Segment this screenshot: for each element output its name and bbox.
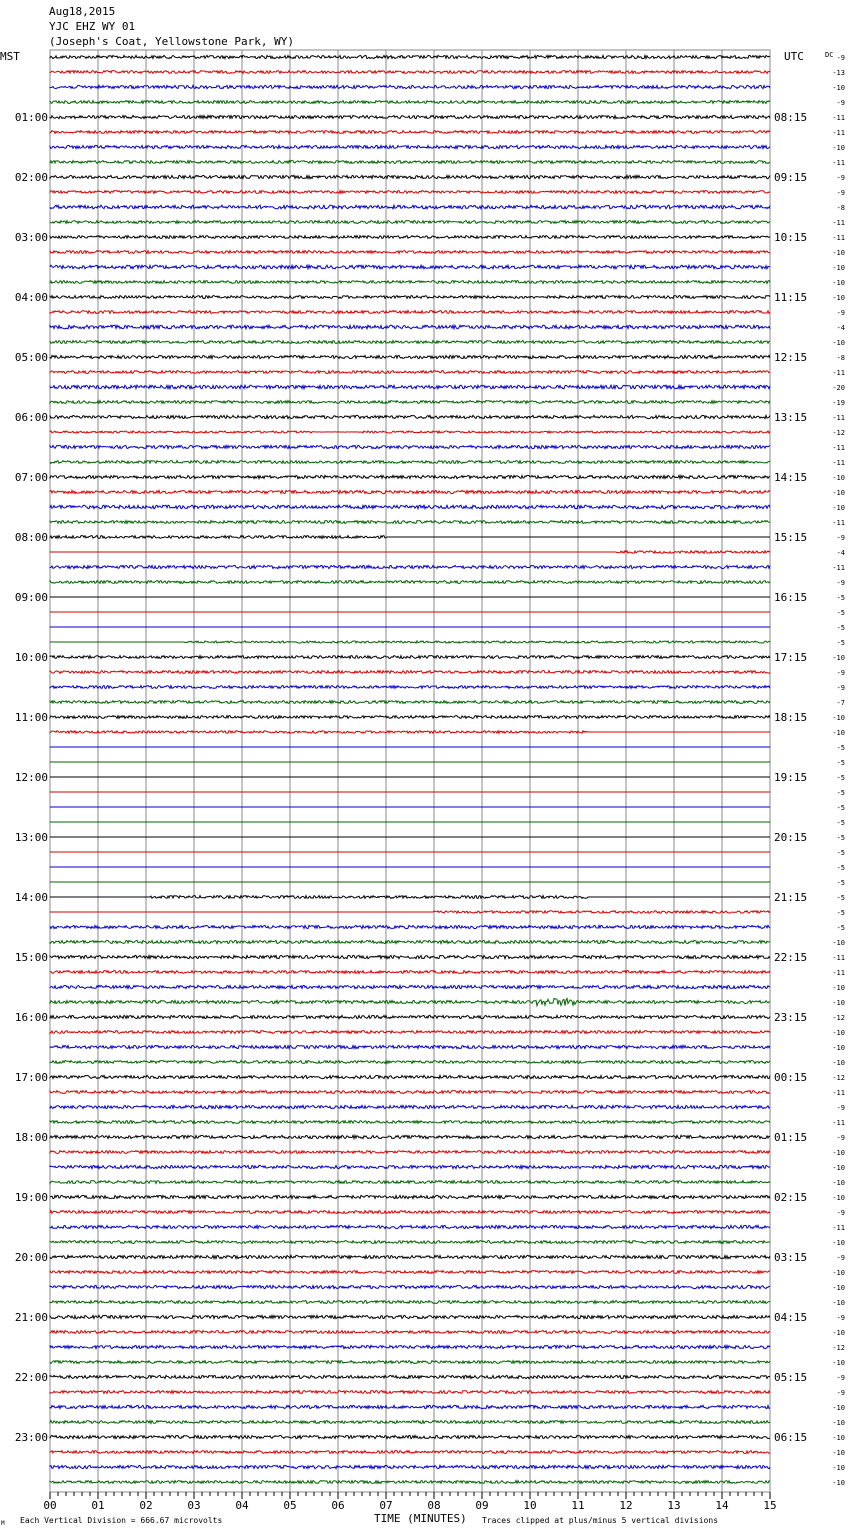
dc-offset-label: -5 xyxy=(836,834,845,842)
trace-row xyxy=(50,1391,770,1394)
trace-row xyxy=(50,251,770,254)
left-hour-label: 20:00 xyxy=(14,1251,48,1264)
x-tick-label: 10 xyxy=(523,1499,537,1512)
trace-row xyxy=(50,221,770,224)
x-tick-label: 05 xyxy=(283,1499,297,1512)
x-tick-label: 08 xyxy=(427,1499,441,1512)
trace-row xyxy=(50,1225,770,1228)
station-name: YJC EHZ WY 01 xyxy=(49,20,136,33)
trace-row xyxy=(50,401,770,404)
right-hour-label: 17:15 xyxy=(774,651,808,664)
dc-offset-label: -9 xyxy=(836,1134,845,1142)
dc-offset-label: -10 xyxy=(832,1149,845,1157)
left-hour-label: 02:00 xyxy=(14,171,48,184)
dc-offset-label: -9 xyxy=(836,1389,845,1397)
dc-offset-label: -11 xyxy=(832,444,845,452)
trace-row xyxy=(50,1165,770,1168)
x-tick-label: 14 xyxy=(715,1499,729,1512)
dc-offset-label: -11 xyxy=(832,414,845,422)
trace-row xyxy=(50,325,770,329)
x-tick-label: 15 xyxy=(763,1499,777,1512)
chart-date: Aug18,2015 xyxy=(49,5,116,18)
trace-row xyxy=(50,1135,770,1138)
trace-group xyxy=(50,55,770,1483)
dc-offset-label: -5 xyxy=(836,744,845,752)
dc-label: DC xyxy=(825,51,834,59)
dc-offset-label: -9 xyxy=(836,1374,845,1382)
trace-row xyxy=(50,701,770,704)
left-hour-label: 13:00 xyxy=(14,831,48,844)
left-hour-label: 18:00 xyxy=(14,1131,48,1144)
dc-offset-label: -20 xyxy=(832,384,845,392)
right-hour-label: 00:15 xyxy=(774,1071,808,1084)
x-axis-title: TIME (MINUTES) xyxy=(374,1512,467,1525)
right-hour-label: 08:15 xyxy=(774,111,808,124)
dc-offset-label: -10 xyxy=(832,1479,845,1487)
trace-row xyxy=(50,1271,770,1274)
dc-offset-label: -10 xyxy=(832,1359,845,1367)
trace-row xyxy=(50,1375,770,1378)
trace-row xyxy=(50,1481,770,1484)
trace-row xyxy=(50,161,770,164)
trace-row xyxy=(50,311,770,314)
dc-offset-label: -10 xyxy=(832,1464,845,1472)
dc-offset-label: -9 xyxy=(836,684,845,692)
vertical-scale-note: Each Vertical Division = 666.67 microvolts xyxy=(20,1516,223,1525)
left-hour-label: 05:00 xyxy=(14,351,48,364)
dc-offset-label: -9 xyxy=(836,534,845,542)
dc-offset-label: -5 xyxy=(836,609,845,617)
dc-offset-label: -5 xyxy=(836,849,845,857)
dc-offset-label: -10 xyxy=(832,1434,845,1442)
trace-row xyxy=(50,1301,770,1304)
dc-offset-label: -5 xyxy=(836,879,845,887)
x-tick-label: 00 xyxy=(43,1499,57,1512)
right-hour-label: 09:15 xyxy=(774,171,808,184)
dc-offset-label: -5 xyxy=(836,759,845,767)
trace-row xyxy=(50,671,770,674)
dc-offset-label: -9 xyxy=(836,669,845,677)
dc-offset-label: -10 xyxy=(832,984,845,992)
trace-row xyxy=(50,236,770,239)
dc-offset-label: -11 xyxy=(832,459,845,467)
dc-offset-label: -5 xyxy=(836,924,845,932)
dc-offset-label: -11 xyxy=(832,129,845,137)
trace-row xyxy=(50,385,770,389)
trace-row xyxy=(50,85,770,88)
dc-offset-label: -11 xyxy=(832,1119,845,1127)
dc-offset-label: -11 xyxy=(832,1089,845,1097)
x-tick-label: 04 xyxy=(235,1499,249,1512)
x-tick-label: 03 xyxy=(187,1499,201,1512)
trace-row xyxy=(50,1061,770,1064)
dc-offset-label: -11 xyxy=(832,234,845,242)
right-hour-label: 16:15 xyxy=(774,591,808,604)
dc-offset-label: -10 xyxy=(832,1299,845,1307)
dc-offset-label: -9 xyxy=(836,99,845,107)
trace-row xyxy=(50,1465,770,1468)
dc-offset-label: -10 xyxy=(832,1179,845,1187)
trace-row xyxy=(50,1105,770,1108)
trace-row xyxy=(50,1331,770,1334)
trace-row xyxy=(50,971,770,974)
dc-offset-label: -5 xyxy=(836,789,845,797)
trace-row xyxy=(50,955,770,958)
right-hour-label: 14:15 xyxy=(774,471,808,484)
x-tick-label: 12 xyxy=(619,1499,633,1512)
trace-row xyxy=(50,1345,770,1348)
trace-row xyxy=(50,415,770,418)
right-timezone-label: UTC xyxy=(784,50,804,63)
dc-offset-label: -10 xyxy=(832,249,845,257)
dc-offset-label: -8 xyxy=(836,354,845,362)
left-hour-label: 16:00 xyxy=(14,1011,48,1024)
dc-offset-label: -10 xyxy=(832,939,845,947)
dc-offset-label: -19 xyxy=(832,399,845,407)
right-hour-label: 11:15 xyxy=(774,291,808,304)
dc-offset-label: -10 xyxy=(832,264,845,272)
trace-row xyxy=(50,565,770,568)
right-hour-label: 03:15 xyxy=(774,1251,808,1264)
left-hour-label: 19:00 xyxy=(14,1191,48,1204)
x-tick-label: 07 xyxy=(379,1499,393,1512)
trace-row xyxy=(50,1181,770,1184)
dc-offset-label: -10 xyxy=(832,144,845,152)
dc-offset-label: -7 xyxy=(836,699,845,707)
left-timezone-label: MST xyxy=(0,50,20,63)
dc-offset-label: -10 xyxy=(832,474,845,482)
dc-offset-label: -9 xyxy=(836,189,845,197)
right-hour-label: 13:15 xyxy=(774,411,808,424)
dc-offset-label: -9 xyxy=(836,1314,845,1322)
trace-row xyxy=(50,475,770,478)
dc-offset-label: -12 xyxy=(832,1344,845,1352)
trace-row xyxy=(50,490,770,493)
dc-offset-label: -11 xyxy=(832,954,845,962)
dc-offset-label: -11 xyxy=(832,114,845,122)
dc-offset-label: -13 xyxy=(832,69,845,77)
clip-note: Traces clipped at plus/minus 5 vertical divisions xyxy=(482,1516,719,1525)
right-hour-label: 15:15 xyxy=(774,531,808,544)
trace-row xyxy=(50,925,770,928)
trace-row xyxy=(50,716,770,719)
left-hour-label: 03:00 xyxy=(14,231,48,244)
trace-row xyxy=(50,115,770,118)
right-hour-label: 06:15 xyxy=(774,1431,808,1444)
dc-offset-label: -5 xyxy=(836,894,845,902)
trace-row xyxy=(50,1195,770,1198)
x-tick-label: 11 xyxy=(571,1499,585,1512)
trace-row xyxy=(50,1285,770,1288)
dc-offset-label: -11 xyxy=(832,519,845,527)
trace-row xyxy=(50,191,770,194)
trace-row xyxy=(50,1405,770,1408)
dc-offset-label: -9 xyxy=(836,54,845,62)
trace-row xyxy=(50,656,770,659)
dc-offset-label: -11 xyxy=(832,159,845,167)
dc-offset-label: -5 xyxy=(836,909,845,917)
dc-offset-label: -10 xyxy=(832,1419,845,1427)
x-tick-label: 09 xyxy=(475,1499,489,1512)
right-hour-label: 10:15 xyxy=(774,231,808,244)
dc-offset-label: -10 xyxy=(832,279,845,287)
trace-row xyxy=(50,940,770,943)
dc-offset-label: -10 xyxy=(832,1239,845,1247)
dc-offset-label: -10 xyxy=(832,1044,845,1052)
right-hour-label: 22:15 xyxy=(774,951,808,964)
trace-row xyxy=(50,896,770,899)
trace-row xyxy=(50,1121,770,1124)
trace-row xyxy=(50,355,770,358)
dc-offset-label: -9 xyxy=(836,1104,845,1112)
x-tick-label: 02 xyxy=(139,1499,153,1512)
dc-offset-label: -10 xyxy=(832,1029,845,1037)
left-hour-label: 04:00 xyxy=(14,291,48,304)
trace-row xyxy=(50,371,770,374)
dc-offset-label: -10 xyxy=(832,1329,845,1337)
dc-offset-label: -5 xyxy=(836,594,845,602)
trace-row xyxy=(50,445,770,448)
trace-row xyxy=(50,265,770,269)
dc-offset-label: -10 xyxy=(832,654,845,662)
dc-offset-label: -4 xyxy=(836,324,845,332)
trace-row xyxy=(50,131,770,134)
trace-row xyxy=(50,1451,770,1454)
trace-row xyxy=(50,985,770,988)
dc-offset-label: -10 xyxy=(832,1194,845,1202)
dc-offset-label: -11 xyxy=(832,1224,845,1232)
trace-row xyxy=(50,145,770,148)
trace-row xyxy=(50,686,770,689)
dc-offset-label: -11 xyxy=(832,969,845,977)
label-group xyxy=(15,54,845,1512)
dc-offset-label: -12 xyxy=(832,429,845,437)
dc-offset-label: -10 xyxy=(832,504,845,512)
corner-mark: M xyxy=(1,1520,5,1527)
left-hour-label: 12:00 xyxy=(14,771,48,784)
trace-row xyxy=(50,505,770,509)
trace-row xyxy=(50,1151,770,1154)
dc-offset-label: -5 xyxy=(836,804,845,812)
trace-row xyxy=(50,999,770,1006)
left-hour-label: 22:00 xyxy=(14,1371,48,1384)
trace-row xyxy=(50,911,770,914)
trace-row xyxy=(50,1421,770,1424)
trace-row xyxy=(50,1315,770,1318)
trace-row xyxy=(50,101,770,104)
trace-row xyxy=(50,1031,770,1034)
trace-row xyxy=(50,1435,770,1438)
trace-row xyxy=(50,1015,770,1018)
dc-offset-label: -10 xyxy=(832,729,845,737)
dc-offset-label: -12 xyxy=(832,1014,845,1022)
trace-row xyxy=(50,521,770,524)
dc-offset-label: -9 xyxy=(836,174,845,182)
right-hour-label: 04:15 xyxy=(774,1311,808,1324)
trace-row xyxy=(50,551,770,554)
dc-offset-label: -12 xyxy=(832,1074,845,1082)
dc-offset-label: -10 xyxy=(832,1269,845,1277)
dc-offset-label: -10 xyxy=(832,339,845,347)
dc-offset-label: -10 xyxy=(832,1404,845,1412)
trace-row xyxy=(50,1255,770,1258)
dc-offset-label: -5 xyxy=(836,819,845,827)
trace-row xyxy=(50,581,770,584)
right-hour-label: 05:15 xyxy=(774,1371,808,1384)
dc-offset-label: -10 xyxy=(832,1059,845,1067)
left-hour-label: 07:00 xyxy=(14,471,48,484)
left-hour-label: 15:00 xyxy=(14,951,48,964)
dc-offset-label: -4 xyxy=(836,549,845,557)
left-hour-label: 08:00 xyxy=(14,531,48,544)
trace-row xyxy=(50,431,770,433)
dc-offset-label: -10 xyxy=(832,294,845,302)
x-tick-label: 01 xyxy=(91,1499,105,1512)
right-hour-label: 23:15 xyxy=(774,1011,808,1024)
dc-offset-label: -10 xyxy=(832,999,845,1007)
right-hour-label: 18:15 xyxy=(774,711,808,724)
trace-row xyxy=(50,1075,770,1078)
x-tick-label: 13 xyxy=(667,1499,681,1512)
right-hour-label: 02:15 xyxy=(774,1191,808,1204)
dc-offset-label: -8 xyxy=(836,204,845,212)
dc-offset-label: -10 xyxy=(832,1164,845,1172)
dc-offset-label: -5 xyxy=(836,639,845,647)
left-hour-label: 01:00 xyxy=(14,111,48,124)
trace-row xyxy=(50,1211,770,1214)
dc-offset-label: -11 xyxy=(832,219,845,227)
left-hour-label: 14:00 xyxy=(14,891,48,904)
trace-row xyxy=(50,536,770,539)
dc-offset-label: -9 xyxy=(836,1209,845,1217)
right-hour-label: 12:15 xyxy=(774,351,808,364)
x-tick-label: 06 xyxy=(331,1499,345,1512)
trace-row xyxy=(50,731,770,734)
trace-row xyxy=(50,461,770,464)
trace-row xyxy=(50,1045,770,1048)
dc-offset-label: -11 xyxy=(832,564,845,572)
dc-offset-label: -5 xyxy=(836,864,845,872)
left-hour-label: 17:00 xyxy=(14,1071,48,1084)
right-hour-label: 19:15 xyxy=(774,771,808,784)
dc-offset-label: -10 xyxy=(832,84,845,92)
trace-row xyxy=(50,1091,770,1094)
dc-offset-label: -10 xyxy=(832,489,845,497)
trace-row xyxy=(50,175,770,178)
trace-row xyxy=(50,341,770,344)
dc-offset-label: -9 xyxy=(836,579,845,587)
dc-offset-label: -5 xyxy=(836,624,845,632)
dc-offset-label: -10 xyxy=(832,1449,845,1457)
left-hour-label: 10:00 xyxy=(14,651,48,664)
dc-offset-label: -10 xyxy=(832,714,845,722)
trace-row xyxy=(50,1241,770,1244)
dc-offset-label: -10 xyxy=(832,1284,845,1292)
trace-row xyxy=(50,55,770,58)
dc-offset-label: -5 xyxy=(836,774,845,782)
trace-row xyxy=(50,205,770,209)
right-hour-label: 21:15 xyxy=(774,891,808,904)
trace-row xyxy=(50,641,770,643)
dc-offset-label: -9 xyxy=(836,1254,845,1262)
right-hour-label: 01:15 xyxy=(774,1131,808,1144)
left-hour-label: 09:00 xyxy=(14,591,48,604)
dc-offset-label: -11 xyxy=(832,369,845,377)
left-hour-label: 21:00 xyxy=(14,1311,48,1324)
left-hour-label: 06:00 xyxy=(14,411,48,424)
trace-row xyxy=(50,71,770,74)
left-hour-label: 11:00 xyxy=(14,711,48,724)
left-hour-label: 23:00 xyxy=(14,1431,48,1444)
right-hour-label: 20:15 xyxy=(774,831,808,844)
trace-row xyxy=(50,1361,770,1364)
dc-offset-label: -9 xyxy=(836,309,845,317)
trace-row xyxy=(50,281,770,284)
station-location: (Joseph's Coat, Yellowstone Park, WY) xyxy=(49,35,295,48)
trace-row xyxy=(50,296,770,299)
